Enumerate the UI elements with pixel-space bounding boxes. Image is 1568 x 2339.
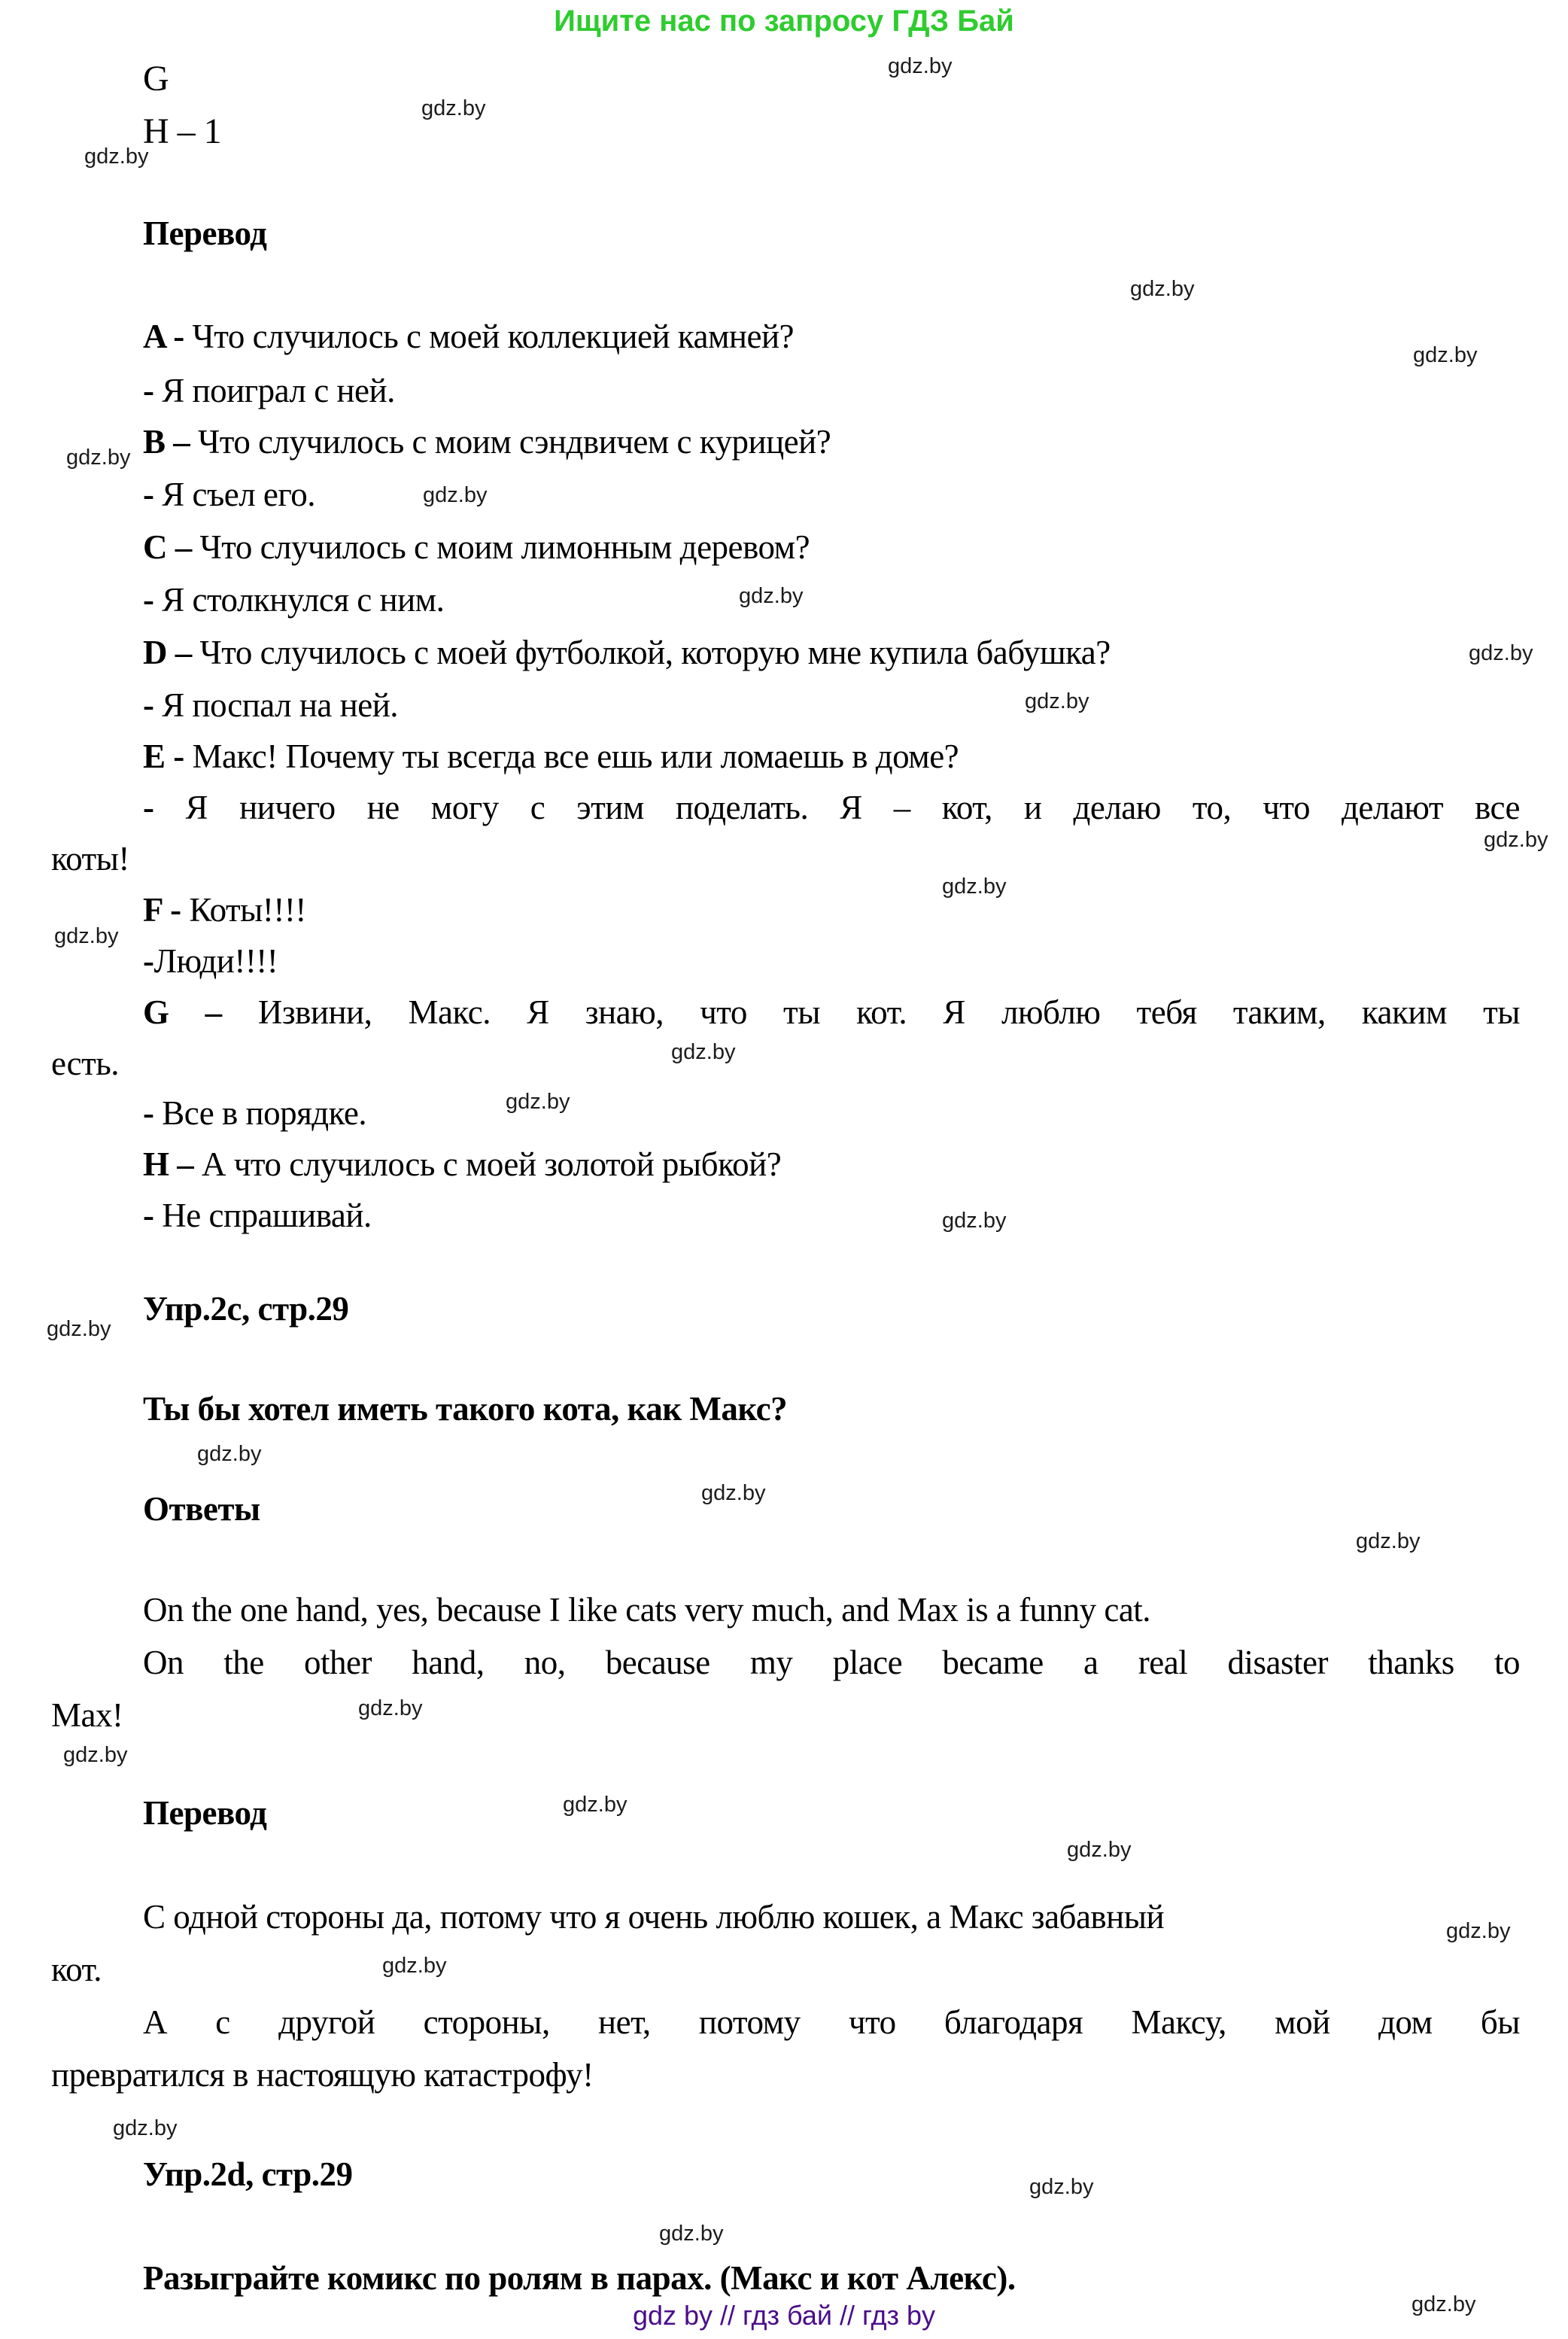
gdzby-watermark: gdz.by xyxy=(1025,689,1089,713)
heading-answers: Ответы xyxy=(143,1490,260,1528)
gdzby-watermark: gdz.by xyxy=(421,96,486,120)
dialog-text: Я съел его. xyxy=(153,476,315,513)
dialog-line xyxy=(143,736,959,777)
gdzby-watermark: gdz.by xyxy=(113,2116,178,2140)
dialog-letter: - xyxy=(143,581,154,619)
dialog-line xyxy=(143,370,395,411)
dialog-letter: - xyxy=(143,476,154,513)
dialog-letter: - xyxy=(143,372,154,409)
dialog-text: Извини, Макс. Я знаю, что ты кот. Я люблю тебя таким, каким ты xyxy=(221,993,1520,1031)
dialog-letter: - xyxy=(143,789,154,826)
gdzby-watermark: gdz.by xyxy=(63,1743,128,1767)
gdzby-watermark: gdz.by xyxy=(1484,828,1548,852)
translation-ru-line: превратился в настоящую катастрофу! xyxy=(51,2056,594,2094)
translation-ru-line: кот. xyxy=(51,1951,102,1988)
dialog-letter: - xyxy=(143,686,154,724)
dialog-text: Я поиграл с ней. xyxy=(153,372,395,409)
dialog-text: Не спрашивай. xyxy=(153,1197,372,1234)
gdzby-watermark: gdz.by xyxy=(1413,343,1478,367)
gdzby-watermark: gdz.by xyxy=(659,2222,724,2246)
gdzby-watermark: gdz.by xyxy=(1130,277,1195,301)
gdzby-watermark: gdz.by xyxy=(1067,1838,1132,1862)
answer-en-line: On the one hand, yes, because I like cats very much, and Max is a funny cat. xyxy=(143,1591,1151,1629)
gdzby-watermark: gdz.by xyxy=(671,1040,736,1064)
answer-en-line: Max! xyxy=(51,1696,123,1734)
dialog-letter: - xyxy=(143,1094,154,1132)
dialog-letter: - xyxy=(143,942,154,980)
gdzby-watermark: gdz.by xyxy=(84,144,149,169)
dialog-text: Что случилось с моей коллекцией камней? xyxy=(184,318,795,355)
dialog-text: Макс! Почему ты всегда все ешь или ломаешь в доме? xyxy=(184,738,959,775)
gdzby-watermark: gdz.by xyxy=(1029,2175,1094,2199)
dialog-letter: C – xyxy=(143,528,192,566)
gdzby-watermark: gdz.by xyxy=(382,1954,447,1978)
gdzby-watermark: gdz.by xyxy=(942,874,1007,899)
gdzby-watermark: gdz.by xyxy=(1446,1919,1511,1943)
gdzby-watermark: gdz.by xyxy=(1356,1529,1421,1553)
gdzby-watermark: gdz.by xyxy=(506,1090,570,1114)
dialog-text: Что случилось с моим сэндвичем с курицей? xyxy=(190,423,831,461)
dialog-line xyxy=(143,992,1520,1033)
dialog-line xyxy=(143,316,794,357)
dialog-letter: - xyxy=(143,1197,154,1234)
dialog-letter: D – xyxy=(143,634,192,671)
question-2c: Ты бы хотел иметь такого кота, как Макс? xyxy=(143,1390,788,1428)
dialog-line xyxy=(143,890,306,930)
dialog-text: Что случилось с моим лимонным деревом? xyxy=(191,528,810,566)
dialog-line xyxy=(143,1144,781,1185)
dialog-line xyxy=(51,1043,119,1084)
dialog-line xyxy=(143,1093,366,1133)
top-letter-g: G xyxy=(143,59,169,99)
gdzby-watermark: gdz.by xyxy=(197,1442,262,1466)
dialog-letter: B – xyxy=(143,423,190,461)
heading-translation-1: Перевод xyxy=(143,214,267,252)
gdzby-watermark: gdz.by xyxy=(888,54,953,78)
gdzby-watermark: gdz.by xyxy=(358,1696,423,1720)
dialog-line xyxy=(143,579,444,620)
dialog-line xyxy=(143,527,810,567)
dialog-text: Я столкнулся с ним. xyxy=(153,581,445,619)
dialog-letter: G – xyxy=(143,993,222,1031)
dialog-letter: A - xyxy=(143,318,184,355)
dialog-letter: E - xyxy=(143,738,184,775)
gdzby-watermark: gdz.by xyxy=(701,1481,766,1505)
dialog-text: А что случилось с моей золотой рыбкой? xyxy=(193,1145,782,1183)
promo-banner: Ищите нас по запросу ГДЗ Бай xyxy=(554,5,1014,38)
task-2d: Разыграйте комикс по ролям в парах. (Макс и кот Алекс). xyxy=(143,2259,1016,2297)
gdzby-watermark: gdz.by xyxy=(1469,641,1533,665)
translation-ru-line: С одной стороны да, потому что я очень люблю кошек, а Макс забавный xyxy=(143,1898,1165,1936)
dialog-line xyxy=(143,685,398,725)
heading-translation-2: Перевод xyxy=(143,1794,267,1832)
footer-links: gdz by // гдз бай // гдз by xyxy=(632,2300,936,2331)
dialog-text: Я поспал на ней. xyxy=(153,686,399,724)
top-letter-h: H – 1 xyxy=(143,111,222,151)
dialog-line xyxy=(143,941,278,981)
dialog-text: коты! xyxy=(51,840,129,878)
dialog-text: Все в порядке. xyxy=(153,1094,367,1132)
gdzby-watermark: gdz.by xyxy=(66,446,131,470)
heading-ex2c: Упр.2c, стр.29 xyxy=(143,1290,349,1328)
dialog-line xyxy=(51,838,129,879)
dialog-text: Я ничего не могу с этим поделать. Я – кот, и делаю то, что делают все xyxy=(153,789,1520,826)
dialog-text: есть. xyxy=(51,1045,120,1082)
gdzby-watermark: gdz.by xyxy=(563,1793,628,1817)
dialog-line xyxy=(143,421,831,462)
dialog-line xyxy=(143,1195,372,1236)
dialog-text: Что случилось с моей футболкой, которую мне купила бабушка? xyxy=(191,634,1111,671)
translation-ru-line: А с другой стороны, нет, потому что благодаря Максу, мой дом бы xyxy=(143,2003,1520,2041)
heading-ex2d: Упр.2d, стр.29 xyxy=(143,2155,353,2193)
answer-en-line: On the other hand, no, because my place became a real disaster thanks to xyxy=(143,1644,1520,1681)
gdzby-watermark: gdz.by xyxy=(54,924,119,948)
dialog-line xyxy=(143,474,315,515)
dialog-line xyxy=(143,632,1111,673)
dialog-text: Люди!!!! xyxy=(153,942,278,980)
gdzby-watermark: gdz.by xyxy=(423,483,488,507)
gdzby-watermark: gdz.by xyxy=(47,1317,111,1341)
dialog-text: Коты!!!! xyxy=(181,891,306,929)
dialog-line xyxy=(143,787,1520,828)
dialog-letter: H – xyxy=(143,1145,194,1183)
gdzby-watermark: gdz.by xyxy=(1412,2292,1476,2316)
gdzby-watermark: gdz.by xyxy=(739,584,804,608)
gdzby-watermark: gdz.by xyxy=(942,1209,1007,1233)
dialog-letter: F - xyxy=(143,891,181,929)
